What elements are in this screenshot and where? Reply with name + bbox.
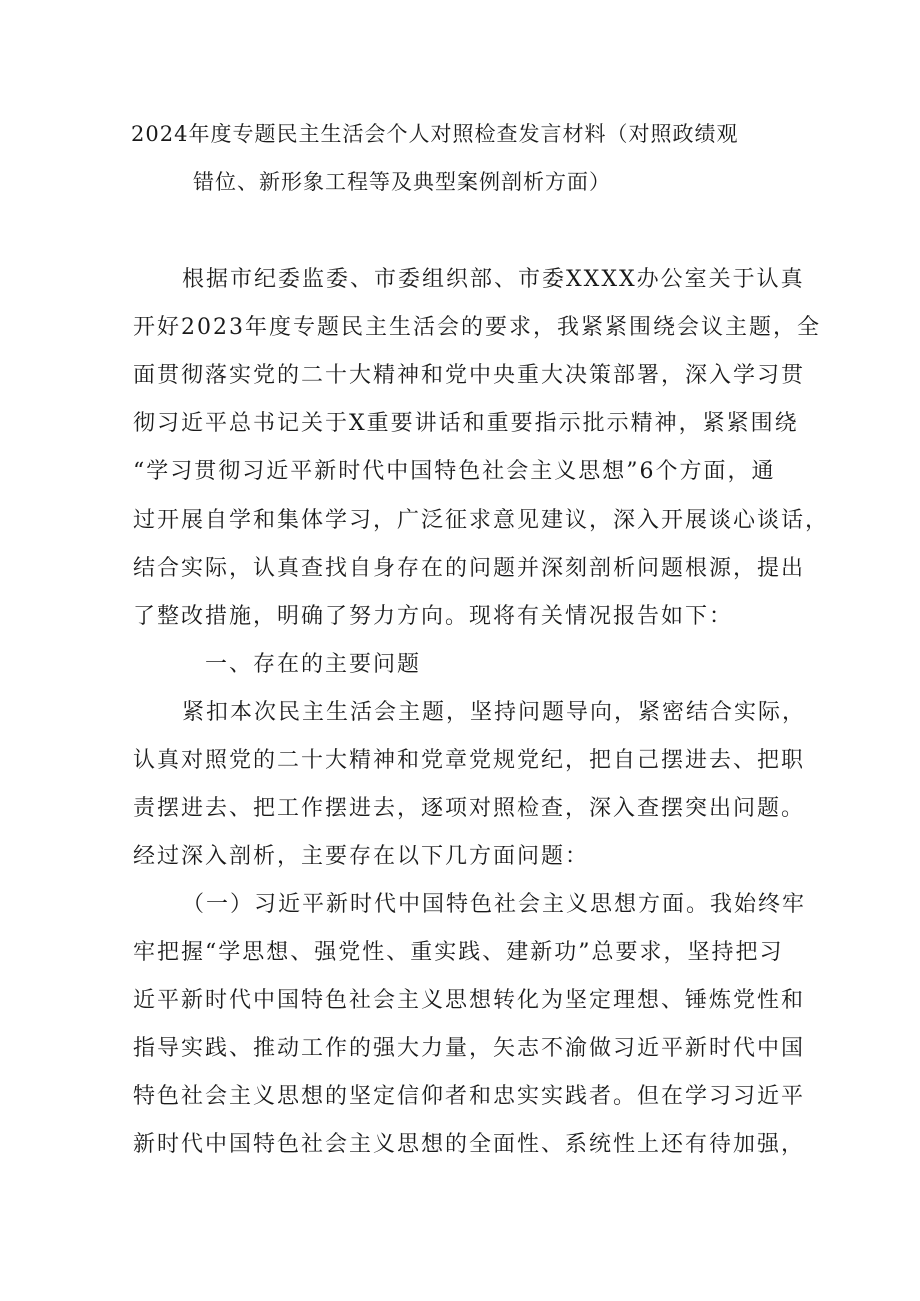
body-line: 结合实际，认真查找自身存在的问题并深刻剖析问题根源，提出 <box>133 556 806 581</box>
document-title-line-2: 错位、新形象工程等及典型案例剖析方面） <box>193 170 611 194</box>
document-title-line-1: 2024年度专题民主生活会个人对照检查发言材料（对照政绩观 <box>131 122 739 146</box>
body-line: 指导实践、推动工作的强大力量，矢志不渝做习近平新时代中国 <box>133 1036 806 1061</box>
body-line: 开好2023年度专题民主生活会的要求，我紧紧围绕会议主题，全 <box>133 315 821 340</box>
body-line: 面贯彻落实党的二十大精神和党中央重大决策部署，深入学习贯 <box>133 363 806 388</box>
body-line: 责摆进去、把工作摆进去，逐项对照检查，深入查摆突出问题。 <box>133 796 806 821</box>
body-line: 近平新时代中国特色社会主义思想转化为坚定理想、锤炼党性和 <box>133 988 806 1013</box>
body-line: 牢把握“学思想、强党性、重实践、建新功”总要求，坚持把习 <box>133 940 784 965</box>
body-line: “学习贯彻习近平新时代中国特色社会主义思想”6个方面，通 <box>133 459 776 484</box>
subsection-paragraph-line: （一）习近平新时代中国特色社会主义思想方面。我始终牢 <box>182 892 807 917</box>
body-line: 紧扣本次民主生活会主题，坚持问题导向，紧密结合实际， <box>182 700 807 725</box>
body-line: 彻习近平总书记关于X重要讲话和重要指示批示精神，紧紧围绕 <box>133 411 799 436</box>
body-line: 经过深入剖析，主要存在以下几方面问题： <box>133 844 590 869</box>
body-line: 认真对照党的二十大精神和党章党规党纪，把自己摆进去、把职 <box>133 748 806 773</box>
body-line: 特色社会主义思想的坚定信仰者和忠实实践者。但在学习习近平 <box>133 1084 806 1109</box>
body-line: 新时代中国特色社会主义思想的全面性、系统性上还有待加强， <box>133 1132 806 1157</box>
body-line: 根据市纪委监委、市委组织部、市委XXXX办公室关于认真 <box>182 267 805 292</box>
section-heading: 一、存在的主要问题 <box>205 652 422 677</box>
body-line: 过开展自学和集体学习，广泛征求意见建议，深入开展谈心谈话， <box>133 508 830 533</box>
body-line: 了整改措施，明确了努力方向。现将有关情况报告如下： <box>133 604 734 629</box>
